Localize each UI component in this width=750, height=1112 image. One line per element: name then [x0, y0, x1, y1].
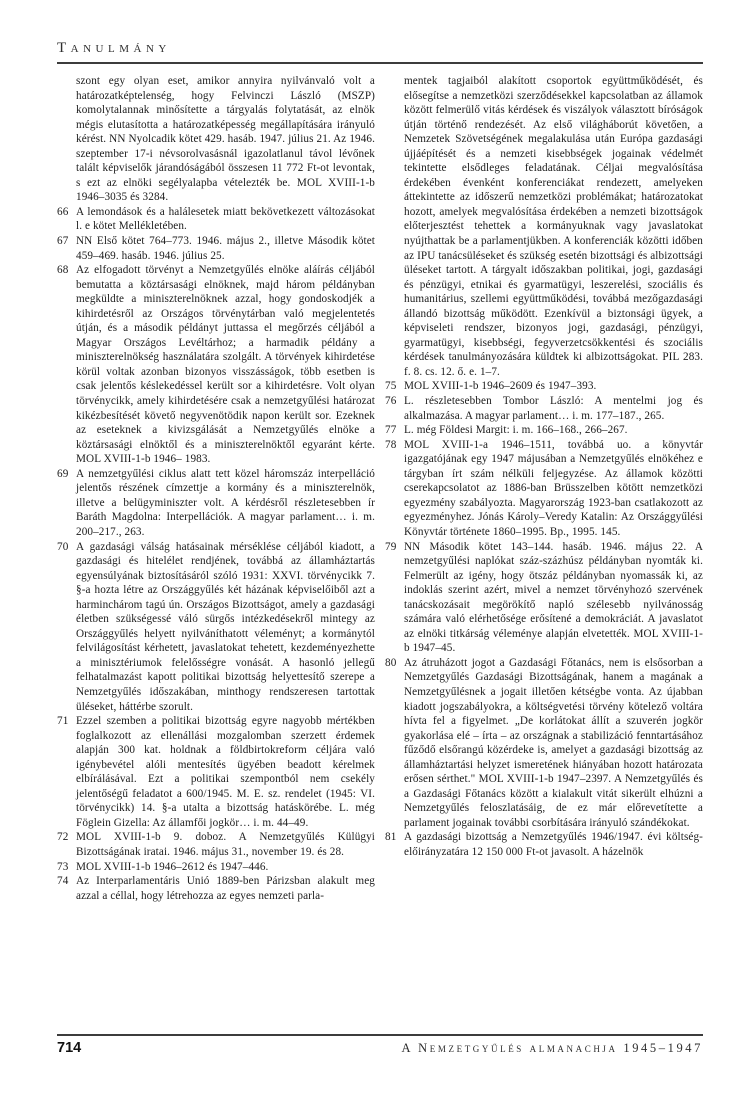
note-text: MOL XVIII-1-b 1946–2609 és 1947–393. — [404, 380, 597, 393]
note-number: 76 — [385, 395, 397, 408]
note-number: 73 — [57, 860, 69, 873]
note-number: 77 — [385, 424, 397, 437]
note-number: 78 — [385, 438, 397, 451]
note-text: A nemzetgyűlési ciklus alatt tett közel háromszáz interpelláció jelentős részének címzettje a kormány és a miniszterelnök, illetve a belügyminiszter volt. A kérdésről részletesebben ír Baráth Magdolna: Interpellációk. A magyar parlament… i. m. 200–217., 263. — [76, 467, 375, 538]
note-text: MOL XVIII-1-b 1946–2612 és 1947–446. — [76, 860, 269, 873]
footnote-69 — [57, 467, 375, 540]
footnote-68 — [57, 263, 375, 467]
footnote-67 — [57, 234, 375, 263]
note-number: 71 — [57, 715, 69, 728]
note-text: A lemondások és a halálesetek miatt bekövetkezett változásokat l. e kötet Mellékletében. — [76, 205, 375, 233]
footnote-76 — [385, 394, 703, 423]
footnote-78 — [385, 438, 703, 540]
footnote-73 — [57, 860, 375, 875]
note-text: NN Második kötet 143–144. hasáb. 1946. május 22. A nemzetgyűlési naplókat száz-százhúsz példányban nyomták ki. Felmerült az igény, hogy ötszáz példányban nyomassák ki, az indoklás szerint azért, mivel a nemzet törvényhozó szervének tanácskozásait megörökítő napló szélesebb nyilvánosság számára való elérhetősége erősítené a demokráciát. A javaslatot az elnöki titkárság véleménye alapján elvetették. MOL XVIII-1-b 1947–45. — [404, 540, 703, 655]
note-text: MOL XVIII-1-a 1946–1511, továbbá uo. a könyvtár igazgatójának egy 1947 májusában a Nemzetgyűlés elnökéhez e tárgyban írt szám nélküli feljegyzése. Az államok közötti cserekapcsolatot az 1886-ban Brüsszelben kötött nemzetközi egyezmény szabályozta. Magyarország 1923-ban csatlakozott az egyezményhez. Jónás Károly–Veredy Katalin: Az Országgyűlési Könyvtár története 1860–1995. Bp., 1995. 145. — [404, 438, 703, 538]
footer-rule — [57, 1034, 703, 1036]
running-head: Tanulmány — [57, 40, 171, 56]
note-number: 81 — [385, 831, 397, 844]
right-column — [385, 74, 703, 1032]
footer-book-title: A Nemzetgyűlés almanachja 1945–1947 — [401, 1041, 703, 1055]
text-columns — [57, 74, 703, 1032]
note-text: L. még Földesi Margit: i. m. 166–168., 266–267. — [404, 424, 628, 437]
footnote-79 — [385, 540, 703, 656]
continuation-paragraph: szont egy olyan eset, amikor annyira nyilvánvaló volt a határozatképtelenség, hogy Felvinczi László (MSZP) komolytalannak minősítette a tárgyalás folytatását, az elnök mégis elutasította a határozatképesség megállapítására irányuló kérést. NN Nyolcadik kötet 429. hasáb. 1947. július 21. Az 1946. szeptember 17-i névsorolvasásnál igazolatlanul távol lévőnek talált képviselők járandóságából összesen 11 772 Ft-ot levontak, s ezt az elnöki segélyalapba vételezték be. MOL XVIII-1-b 1946–3035 és 3284. — [76, 75, 375, 204]
note-text: Az Interparlamentáris Unió 1889-ben Párizsban alakult meg azzal a céllal, hogy létrehozza az egyes nemzeti parla- — [76, 875, 375, 902]
note-number: 70 — [57, 540, 69, 553]
note-number: 74 — [57, 875, 69, 888]
footnote-72 — [57, 830, 375, 859]
header-rule — [57, 62, 703, 64]
note-text: Az elfogadott törvényt a Nemzetgyűlés elnöke aláírás céljából bemutatta a köztársasági elnöknek, majd három példányban megküldte a miniszterelnöknek azzal, hogy gondoskodjék a kihirdetésről az Országos törvénytárban való megjelentetés útján, és a második példányt juttassa el megőrzés céljából a Magyar Országos Levéltárhoz; a harmadik példány a miniszterelnökség használatára szolgált. A törvények kihirdetése körül voltak azonban bizonyos visszásságok, több esetben is csak jelentős késlekedéssel került sor a kihirdetésre. Volt olyan törvénycikk, amely kihirdetésére csak a nemzetgyűlési határozat kikézbesítését követő negyvenötödik napon került sor. Ezeknek az eseteknek a kivizsgálását a Nemzetgyűlés elnöke a köztársasági elnöktől és a miniszterelnöktől egyaránt kérte. MOL XVIII-1-b 1946– 1983. — [76, 264, 375, 466]
footnote-75 — [385, 379, 703, 394]
note-number: 68 — [57, 264, 69, 277]
note-number: 75 — [385, 380, 397, 393]
note-number: 80 — [385, 656, 397, 669]
note-number: 69 — [57, 467, 69, 480]
left-column — [57, 74, 375, 1032]
note-number: 72 — [57, 831, 69, 844]
footnote-71 — [57, 714, 375, 830]
footnote-80 — [385, 656, 703, 831]
footnote-66 — [57, 205, 375, 234]
note-text: Az átruházott jogot a Gazdasági Főtanács, nem is elsősorban a Nemzetgyűlés Gazdasági Bizottságának, hanem a magának a Nemzetgyűlésnek a jogait illetően kétségbe vonta. Az újabban kiadott jogszabályokra, a költségvetési törvény kötelező voltára hívta fel a figyelmet. „De korlátokat állít a szuverén jogkör gyakorlása elé – írta – az országnak a stabilizáció fenntartásához fűződő elsőrangú közérdeke is, amelyet a gazdasági bizottság az államháztartási helyzet ismeretének hiányában hozott határozata erősen sérthet." MOL XVIII-1-b 1947–2397. A Nemzetgyűlés és a Gazdasági Főtanács között a kialakult vitát sikerült elhúzni a Nemzetgyűlés feloszlatásáig, de ez már előrevetítette a parlament jogainak további csorbítására irányuló szándékokat. — [404, 656, 703, 829]
note-number: 79 — [385, 540, 397, 553]
page-number: 714 — [57, 1040, 82, 1056]
note-number: 67 — [57, 235, 69, 248]
note-number: 66 — [57, 205, 69, 218]
note-text: A gazdasági válság hatásainak mérséklése céljából kiadott, a gazdasági és hitelélet rendjének, továbbá az államháztartás egyensúlyának biztosításáról szóló 1931: XXVI. törvénycikk 7. §-a hozta létre az Országgyűlés két házának képviselőiből azt a harminchárom tagú ún. Országos Bizottságot, amely a gazdasági életben szükségessé váló sürgős intézkedésekről mintegy az Országgyűlés helyett nyilváníthatott véleményt; a kormánytól felvilágosítást kérhetett, javaslatokat tehetett, kezdeményezhette a minisztériumok felelősségre vonását. A hasonló jellegű felhatalmazást kapott politikai bizottság helyettesítő szerepe a Nemzetgyűlés időszakában, minthogy rendszeresen tartottak üléseket, háttérbe szorult. — [76, 540, 375, 713]
footnote-81 — [385, 830, 703, 859]
note-text: MOL XVIII-1-b 9. doboz. A Nemzetgyűlés Külügyi Bizottságának iratai. 1946. május 31., november 19. és 28. — [76, 831, 375, 858]
page-footer — [57, 1040, 703, 1056]
note-text: A gazdasági bizottság a Nemzetgyűlés 1946/1947. évi költség-előirányzatára 12 150 000 Ft-ot javasolt. A házelnök — [404, 831, 703, 858]
note-text: L. részletesebben Tombor László: A mentelmi jog és alkalmazása. A magyar parlament… i. m. 177–187., 265. — [404, 395, 703, 422]
footnote-70 — [57, 540, 375, 715]
continuation-paragraph: mentek tagjaiból alakított csoportok együttműködését, és elősegítse a nemzetközi szerződésekkel kapcsolatban az államok között felmerülő vitás kérdések és viszályok választott bíróságok útján történő rendezését. Az első világháborút követően, a Nemzetek Szövetségének megalakulása után Európa gazdasági újjáépítését és a nemzeti kisebbségek jogainak védelmét tekintette elsődleges feladatának. Céljai megvalósítása érdekében évenként konferenciákat rendezett, amelyeken áttekintette az időszerű nemzetközi problémákat; határozatokat hozott, amelyek megvalósítása érdekében a nemzeti bizottságok előterjesztést tehettek a kormányuknak vagy javaslatokat nyújthattak be a parlamentjükben. A konferenciák közötti időben az IPU tanácsüléseket és szükség esetén bizottsági és albizottsági üléseket tartott. A tárgyalt időszakban politikai, jogi, gazdasági és pénzügyi, etnikai és gyarmatügyi, leszerelési, szociális és humanitárius, szellemi együttműködési, továbbá mezőgazdasági állandó bizottság működött. Ezenkívül a biztonsági ügyek, a képviseleti rendszer, bizonyos jogi, gazdasági, pénzügyi, gyarmatügyi, kisebbségi, fegyverzetcsökkentési és szociális kérdések tanulmányozására küldtek ki albizottságokat. PIL 283. f. 8. cs. 12. ő. e. 1–7. — [404, 75, 703, 378]
note-text: Ezzel szemben a politikai bizottság egyre nagyobb mértékben foglalkozott az ellenállási mozgalomban szerzett érdemek alapján 300 kat. holdnak a földbirtokreform céljára való igénybevétel alóli mentesítés ügyében beadott kérelmek elbírálásával. Ezt a politikai szempontból nem csekély jelentőségű feladatot a 600/1945. M. E. sz. rendelet (1945: VI. törvénycikk) 14. §-a utalta a bizottság hatáskörébe. L. még Föglein Gizella: Az államfői jogkör… i. m. 44–49. — [76, 715, 375, 829]
note-text: NN Első kötet 764–773. 1946. május 2., illetve Második kötet 459–469. hasáb. 1946. július 25. — [76, 235, 375, 262]
footnote-77 — [385, 423, 703, 438]
footnote-74 — [57, 874, 375, 903]
